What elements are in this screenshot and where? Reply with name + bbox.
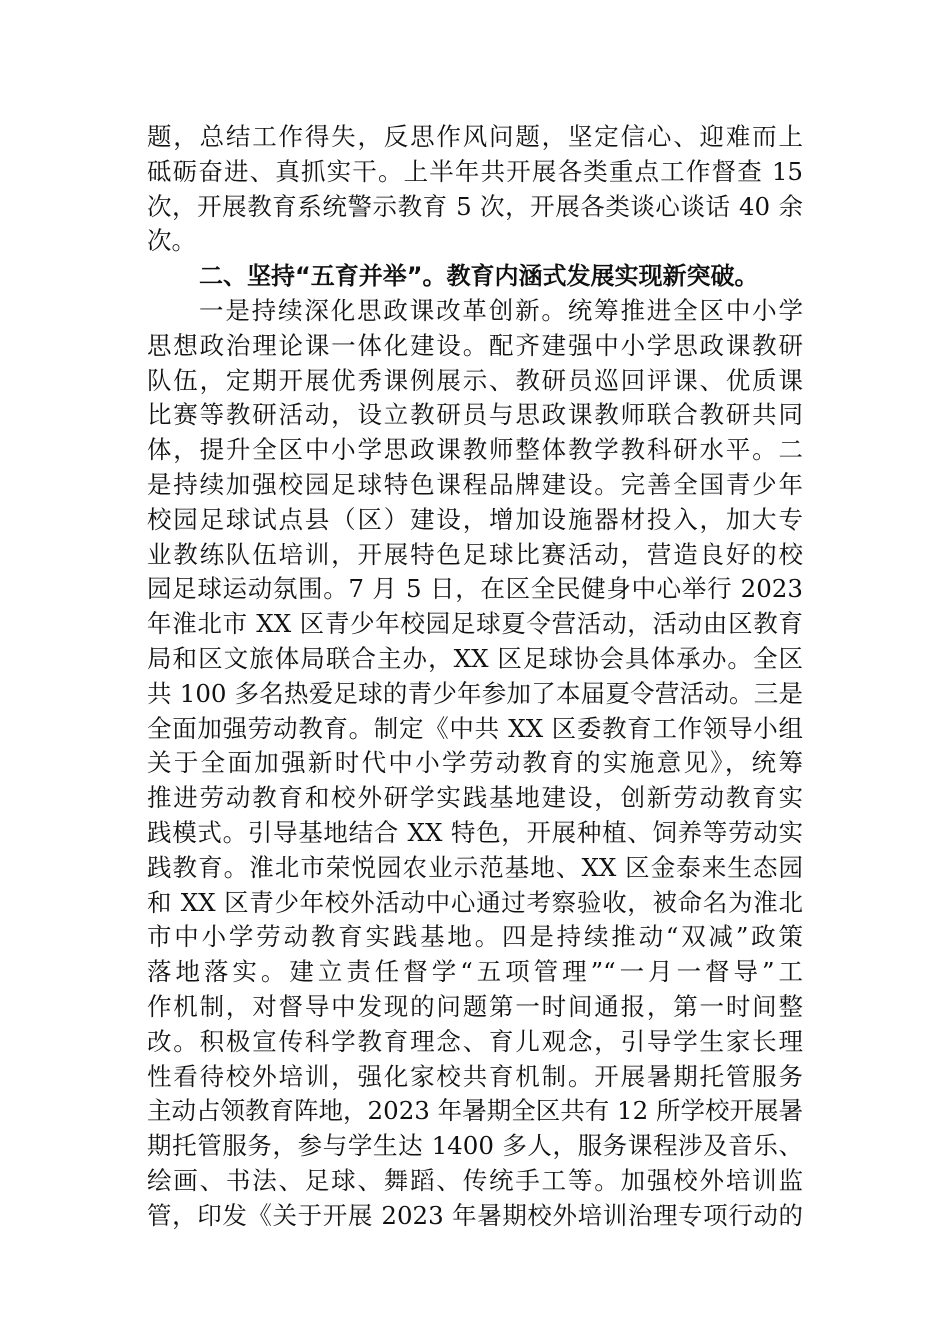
text-line: 业教练队伍培训，开展特色足球比赛活动，营造良好的校 (147, 539, 803, 569)
text-line: 思想政治理论课一体化建设。配齐建强中小学思政课教研 (147, 330, 803, 360)
document-body (147, 120, 803, 1234)
text-line: 一是持续深化思政课改革创新。统筹推进全区中小学 (199, 295, 803, 325)
text-line: 性看待校外培训，强化家校共育机制。开展暑期托管服务 (147, 1061, 803, 1091)
text-line: 全面加强劳动教育。制定《中共 XX 区委教育工作领导小组 (147, 713, 803, 743)
text-line: 落地落实。建立责任督学“五项管理”“一月一督导”工 (147, 957, 803, 987)
text-line: 践模式。引导基地结合 XX 特色，开展种植、饲养等劳动实 (147, 817, 803, 847)
text-line: 题，总结工作得失，反思作风问题，坚定信心、迎难而上 (147, 122, 803, 151)
text-line: 次。 (147, 226, 196, 256)
text-line: 改。积极宣传科学教育理念、育儿观念，引导学生家长理 (147, 1026, 803, 1056)
text-line: 次，开展教育系统警示教育 5 次，开展各类谈心谈话 40 余 (147, 191, 803, 221)
text-line: 年淮北市 XX 区青少年校园足球夏令营活动，活动由区教育 (147, 609, 803, 639)
section-heading: 二、坚持“五育并举”。教育内涵式发展实现新突破。 (199, 262, 759, 291)
text-line: 作机制，对督导中发现的问题第一时间通报，第一时间整 (147, 991, 803, 1021)
text-line: 和 XX 区青少年校外活动中心通过考察验收，被命名为淮北 (147, 887, 803, 917)
text-line: 共 100 多名热爱足球的青少年参加了本届夏令营活动。三是 (147, 678, 803, 708)
text-line: 管，印发《关于开展 2023 年暑期校外培训治理专项行动的 (147, 1200, 803, 1230)
text-line: 比赛等教研活动，设立教研员与思政课教师联合教研共同 (147, 400, 803, 430)
text-line: 主动占领教育阵地，2023 年暑期全区共有 12 所学校开展暑 (147, 1096, 803, 1126)
text-line: 队伍，定期开展优秀课例展示、教研员巡回评课、优质课 (147, 365, 803, 395)
text-line: 体，提升全区中小学思政课教师整体教学教科研水平。二 (147, 435, 803, 465)
paragraph-five-education (147, 294, 803, 1234)
text-line: 校园足球试点县（区）建设，增加设施器材投入，加大专 (147, 504, 803, 534)
text-line: 期托管服务，参与学生达 1400 多人，服务课程涉及音乐、 (147, 1131, 803, 1161)
text-line: 市中小学劳动教育实践基地。四是持续推动“双减”政策 (147, 922, 803, 952)
text-line: 是持续加强校园足球特色课程品牌建设。完善全国青少年 (147, 469, 803, 499)
paragraph-summary (147, 120, 803, 259)
text-line: 园足球运动氛围。7 月 5 日，在区全民健身中心举行 2023 (147, 574, 803, 604)
text-line: 践教育。淮北市荣悦园农业示范基地、XX 区金泰来生态园 (147, 852, 803, 882)
text-line: 关于全面加强新时代中小学劳动教育的实施意见》，统筹 (147, 748, 803, 778)
text-line: 砥砺奋进、真抓实干。上半年共开展各类重点工作督查 15 (147, 156, 803, 186)
text-line: 推进劳动教育和校外研学实践基地建设，创新劳动教育实 (147, 783, 803, 813)
text-line: 局和区文旅体局联合主办，XX 区足球协会具体承办。全区 (147, 643, 803, 673)
text-line: 绘画、书法、足球、舞蹈、传统手工等。加强校外培训监 (147, 1165, 803, 1195)
